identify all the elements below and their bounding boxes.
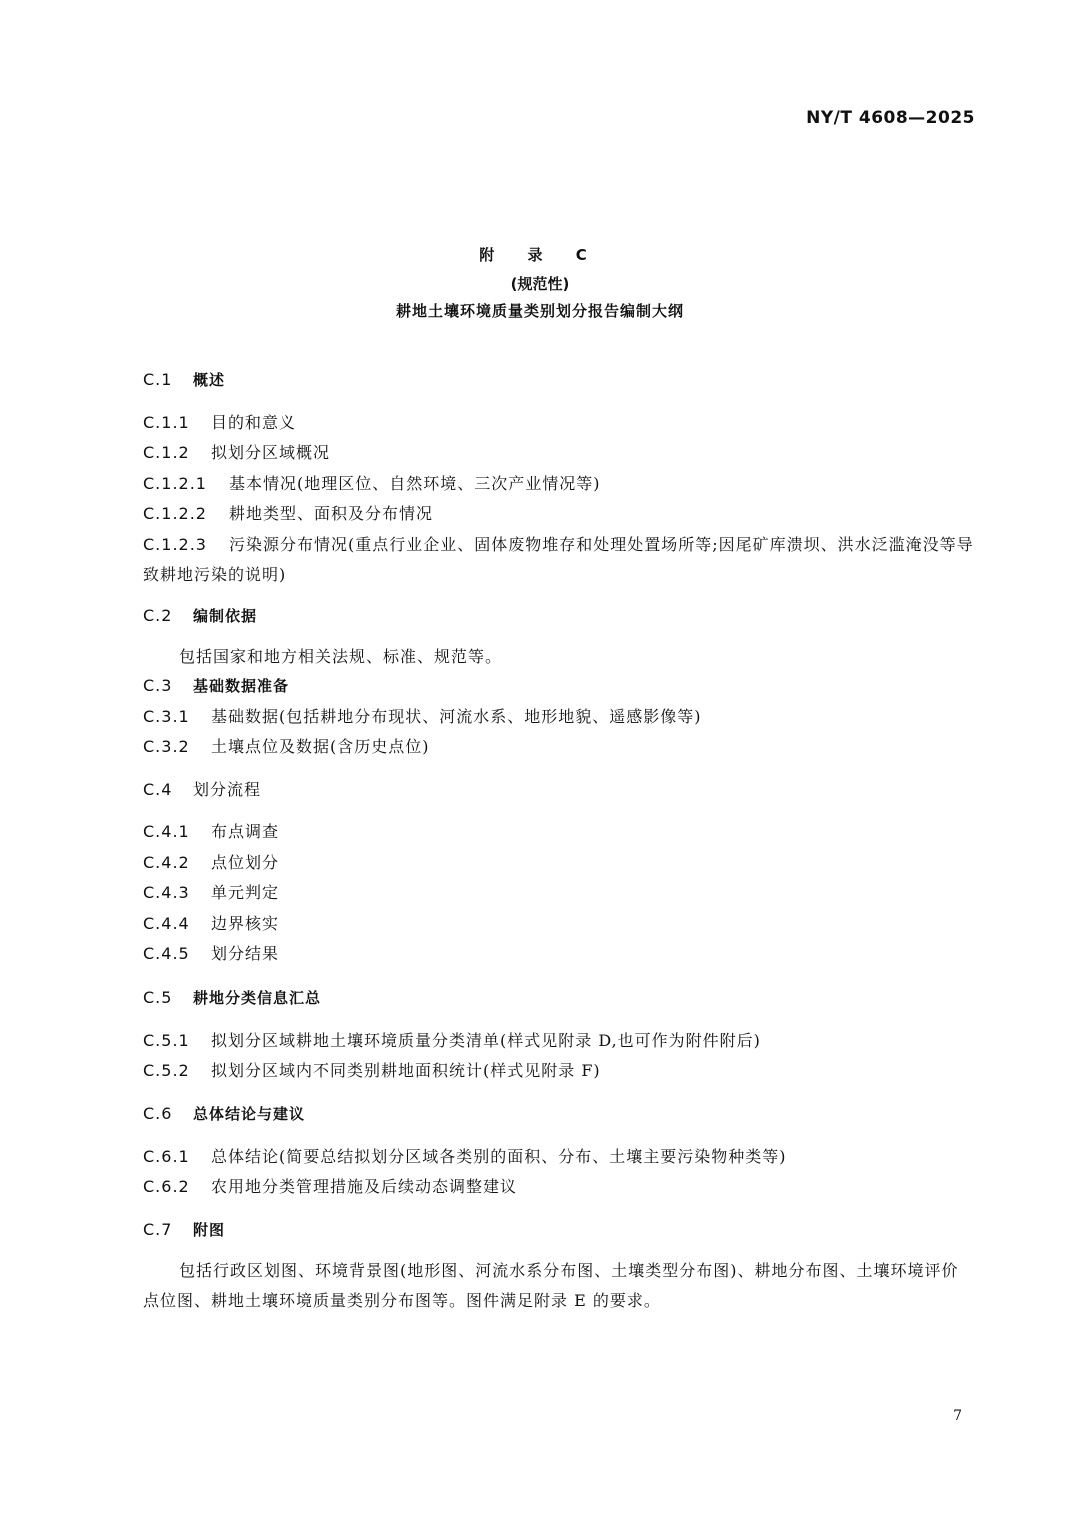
section-title: 总体结论与建议 xyxy=(193,1105,306,1123)
section-text: 拟划分区域耕地土壤环境质量分类清单(样式见附录 D,也可作为附件附后) xyxy=(211,1031,761,1050)
section-c1-1 xyxy=(143,413,975,433)
section-c7-heading xyxy=(143,1220,975,1240)
section-number: C.4.1 xyxy=(143,822,190,841)
section-text: 耕地类型、面积及分布情况 xyxy=(229,504,434,523)
section-title: 附图 xyxy=(193,1221,226,1239)
section-c5-2 xyxy=(143,1061,975,1081)
section-c1-2-1 xyxy=(143,474,975,494)
section-c4-2 xyxy=(143,853,975,873)
section-number: C.2 xyxy=(143,606,173,625)
section-c3-1 xyxy=(143,707,975,727)
section-number: C.1.2.2 xyxy=(143,504,207,523)
section-number: C.4.4 xyxy=(143,914,190,933)
section-c1-heading xyxy=(143,370,975,390)
section-number: C.1.2.3 xyxy=(143,535,207,554)
section-c4-5 xyxy=(143,944,975,964)
section-c5-1 xyxy=(143,1031,975,1051)
section-text: 土壤点位及数据(含历史点位) xyxy=(211,737,430,756)
annex-title: 附 录 C xyxy=(479,246,601,264)
section-c4-1 xyxy=(143,822,975,842)
section-text: 总体结论(简要总结拟划分区域各类别的面积、分布、土壤主要污染物种类等) xyxy=(211,1147,787,1166)
section-number: C.3.2 xyxy=(143,737,190,756)
section-c6-1 xyxy=(143,1147,975,1167)
section-number: C.4 xyxy=(143,780,173,799)
section-text: 污染源分布情况(重点行业企业、固体废物堆存和处理处置场所等;因尾矿库溃坝、洪水泛滥淹没等导致耕地污染的说明) xyxy=(143,535,974,584)
section-number: C.1 xyxy=(143,370,173,389)
section-c4-3 xyxy=(143,883,975,903)
section-number: C.4.3 xyxy=(143,883,190,902)
section-text: 目的和意义 xyxy=(211,413,297,432)
section-number: C.6.1 xyxy=(143,1147,190,1166)
annex-name: 耕地土壤环境质量类别划分报告编制大纲 xyxy=(395,302,684,320)
section-number: C.5.1 xyxy=(143,1031,190,1050)
section-number: C.3.1 xyxy=(143,707,190,726)
section-c7-body: 包括行政区划图、环境背景图(地形图、河流水系分布图、土壤类型分布图)、耕地分布图、土壤环境评价点位图、耕地土壤环境质量类别分布图等。图件满足附录 E 的要求。 xyxy=(143,1261,959,1310)
section-title: 编制依据 xyxy=(193,607,258,625)
section-number: C.1.2.1 xyxy=(143,474,207,493)
section-text: 拟划分区域概况 xyxy=(211,443,331,462)
section-c5-heading xyxy=(143,988,975,1008)
section-number: C.1.2 xyxy=(143,443,190,462)
section-text: 边界核实 xyxy=(211,914,280,933)
section-c4-4 xyxy=(143,914,975,934)
section-number: C.6 xyxy=(143,1104,173,1123)
section-title: 概述 xyxy=(193,371,226,389)
section-title: 耕地分类信息汇总 xyxy=(193,989,322,1007)
section-text: 单元判定 xyxy=(211,883,280,902)
section-c1-2 xyxy=(143,443,975,463)
document-code: NY/T 4608—2025 xyxy=(806,108,975,128)
section-c2-heading xyxy=(143,606,975,626)
section-number: C.4.2 xyxy=(143,853,190,872)
section-number: C.7 xyxy=(143,1220,173,1239)
section-c3-2 xyxy=(143,737,975,757)
section-text: 基础数据(包括耕地分布现状、河流水系、地形地貌、遥感影像等) xyxy=(211,707,702,726)
section-c6-heading xyxy=(143,1104,975,1124)
section-number: C.4.5 xyxy=(143,944,190,963)
section-number: C.6.2 xyxy=(143,1177,190,1196)
section-c6-2 xyxy=(143,1177,975,1197)
section-text: 拟划分区域内不同类别耕地面积统计(样式见附录 F) xyxy=(211,1061,601,1080)
section-text: 基本情况(地理区位、自然环境、三次产业情况等) xyxy=(229,474,601,493)
section-title: 基础数据准备 xyxy=(193,677,290,695)
section-number: C.3 xyxy=(143,676,173,695)
annex-type: (规范性) xyxy=(510,275,570,293)
section-c1-2-3 xyxy=(143,530,975,590)
section-title: 划分流程 xyxy=(193,780,262,799)
page-number: 7 xyxy=(953,1408,962,1424)
section-number: C.5.2 xyxy=(143,1061,190,1080)
section-number: C.5 xyxy=(143,988,173,1007)
section-text: 划分结果 xyxy=(211,944,280,963)
section-c2-body: 包括国家和地方相关法规、标准、规范等。 xyxy=(179,647,503,666)
section-text: 布点调查 xyxy=(211,822,280,841)
section-text: 农用地分类管理措施及后续动态调整建议 xyxy=(211,1177,518,1196)
section-c1-2-2 xyxy=(143,504,975,524)
section-number: C.1.1 xyxy=(143,413,190,432)
section-c4-heading xyxy=(143,780,975,800)
section-text: 点位划分 xyxy=(211,853,280,872)
section-c3-heading xyxy=(143,676,975,696)
